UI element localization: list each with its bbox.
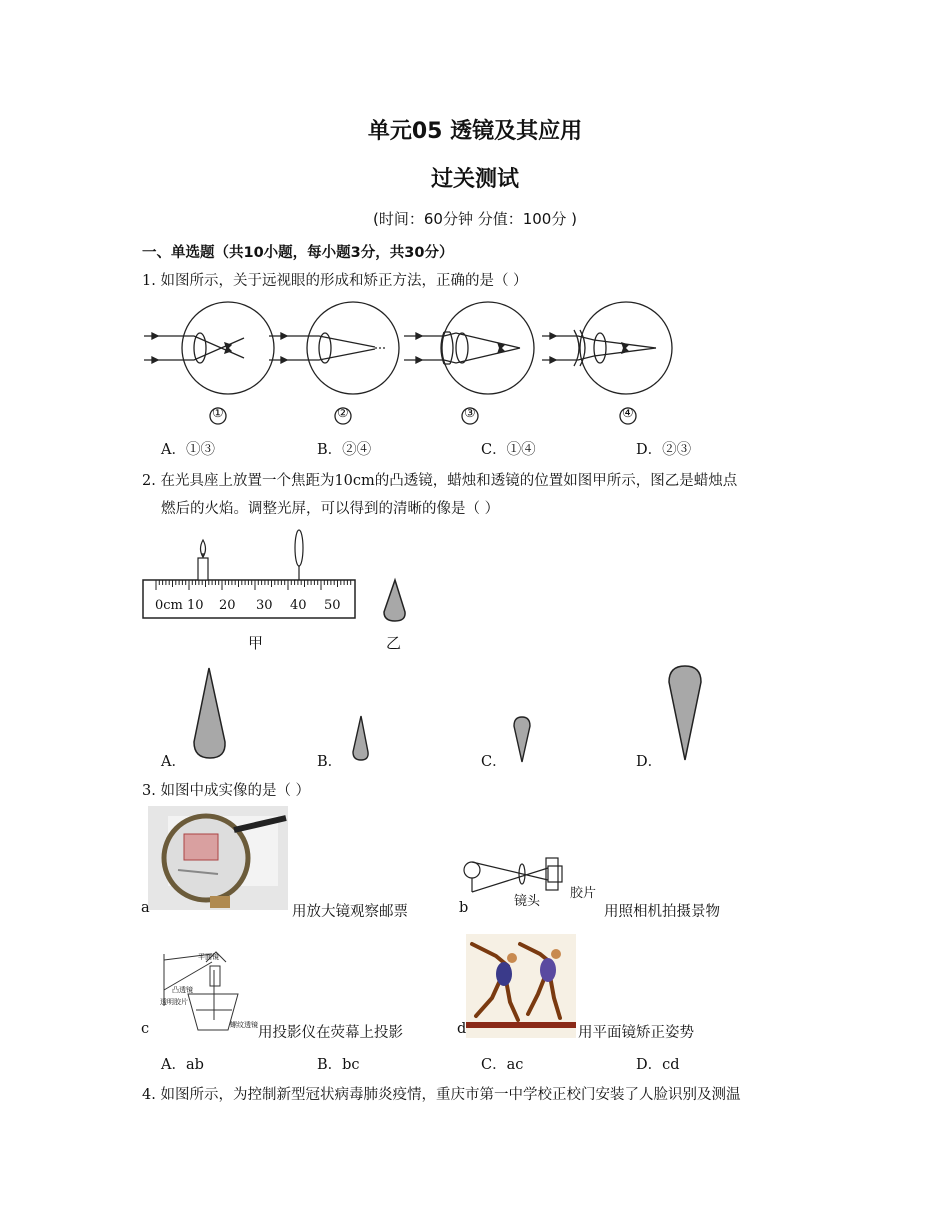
caption-d-letter: d: [457, 1021, 467, 1037]
projector-slide-label: 透明胶片: [160, 998, 188, 1006]
figure-yi-label: 乙: [386, 634, 402, 652]
q1-option-d[interactable]: D．②③: [636, 442, 692, 458]
q2-option-a-flame: [190, 666, 230, 760]
caption-c-letter: c: [141, 1021, 150, 1037]
page-subtitle: 过关测试: [430, 167, 519, 192]
photo-magnifier: [148, 806, 288, 910]
q3-option-d[interactable]: D．cd: [636, 1057, 680, 1073]
q2-option-a[interactable]: A．: [161, 754, 186, 770]
q2-option-c-flame: [512, 714, 532, 764]
page-title: 单元05 透镜及其应用: [367, 119, 583, 144]
q1-option-b[interactable]: B．②④: [317, 442, 372, 458]
q2-option-d[interactable]: D．: [636, 754, 663, 770]
q3-option-c[interactable]: C．ac: [481, 1057, 524, 1073]
q2-option-b-flame: [350, 714, 372, 762]
caption-a-text: 用放大镜观察邮票: [292, 904, 408, 920]
caption-d-text: 用平面镜矫正姿势: [578, 1025, 694, 1041]
q3-option-a[interactable]: A．ab: [161, 1057, 204, 1073]
eye-label-1: ①: [212, 406, 224, 421]
candle: [198, 540, 208, 580]
caption-c-text: 用投影仪在荧幕上投影: [258, 1025, 403, 1041]
eye-label-2: ②: [337, 406, 349, 421]
ruler-tick-20: 20: [219, 598, 236, 613]
q1-option-a[interactable]: A．①③: [161, 442, 215, 458]
caption-b-letter: b: [459, 900, 469, 916]
projector-reflector-label: 螺纹透镜: [230, 1021, 258, 1029]
question-3-stem: 3. 如图中成实像的是（ ）: [142, 783, 311, 799]
ruler-tick-50: 50: [324, 598, 341, 613]
projector-convex-label: 凸透镜: [172, 986, 193, 994]
camera-lens-label: 镜头: [514, 894, 541, 909]
q2-option-c[interactable]: C．: [481, 754, 507, 770]
exam-meta: (时间：60分钟 分值：100分 ): [373, 210, 577, 228]
caption-a-letter: a: [141, 900, 150, 916]
ruler-tick-0: 0cm: [155, 598, 183, 613]
camera-film-label: 胶片: [570, 886, 597, 901]
q2-option-b[interactable]: B．: [317, 754, 343, 770]
figure-jia-label: 甲: [248, 634, 264, 652]
q1-option-c[interactable]: C．①④: [481, 442, 536, 458]
question-4-stem: 4. 如图所示，为控制新型冠状病毒肺炎疫情，重庆市第一中学校正校门安装了人脸识别及测温: [142, 1087, 741, 1103]
lens: [295, 530, 303, 580]
eye-label-3: ③: [464, 406, 476, 421]
q2-option-d-flame: [666, 664, 704, 762]
ruler-tick-10: 10: [187, 598, 204, 613]
eye-diagram-1: [144, 302, 274, 394]
section-heading: 一、单选题（共10小题，每小题3分，共30分）: [142, 245, 454, 261]
projector-mirror-label: 平面镜: [198, 953, 219, 961]
caption-b-text: 用照相机拍摄景物: [604, 904, 720, 920]
ruler-tick-40: 40: [290, 598, 307, 613]
flame-yi: [380, 578, 410, 623]
eye-diagram-2: [269, 302, 399, 394]
q3-option-b[interactable]: B．bc: [317, 1057, 360, 1073]
question-1-stem: 1. 如图所示，关于远视眼的形成和矫正方法，正确的是（ ）: [142, 273, 528, 289]
question-2-stem-line1: 2. 在光具座上放置一个焦距为10cm的凸透镜，蜡烛和透镜的位置如图甲所示，图乙是蜡烛点: [142, 473, 738, 489]
question-2-stem-line2: 燃后的火焰。调整光屏，可以得到的清晰的像是（ ）: [161, 501, 500, 517]
photo-gymnasts: [466, 934, 576, 1038]
eye-diagram-4: [542, 302, 672, 394]
eye-diagram-3: [404, 302, 534, 394]
ruler-tick-30: 30: [256, 598, 273, 613]
eye-label-4: ④: [622, 406, 634, 421]
